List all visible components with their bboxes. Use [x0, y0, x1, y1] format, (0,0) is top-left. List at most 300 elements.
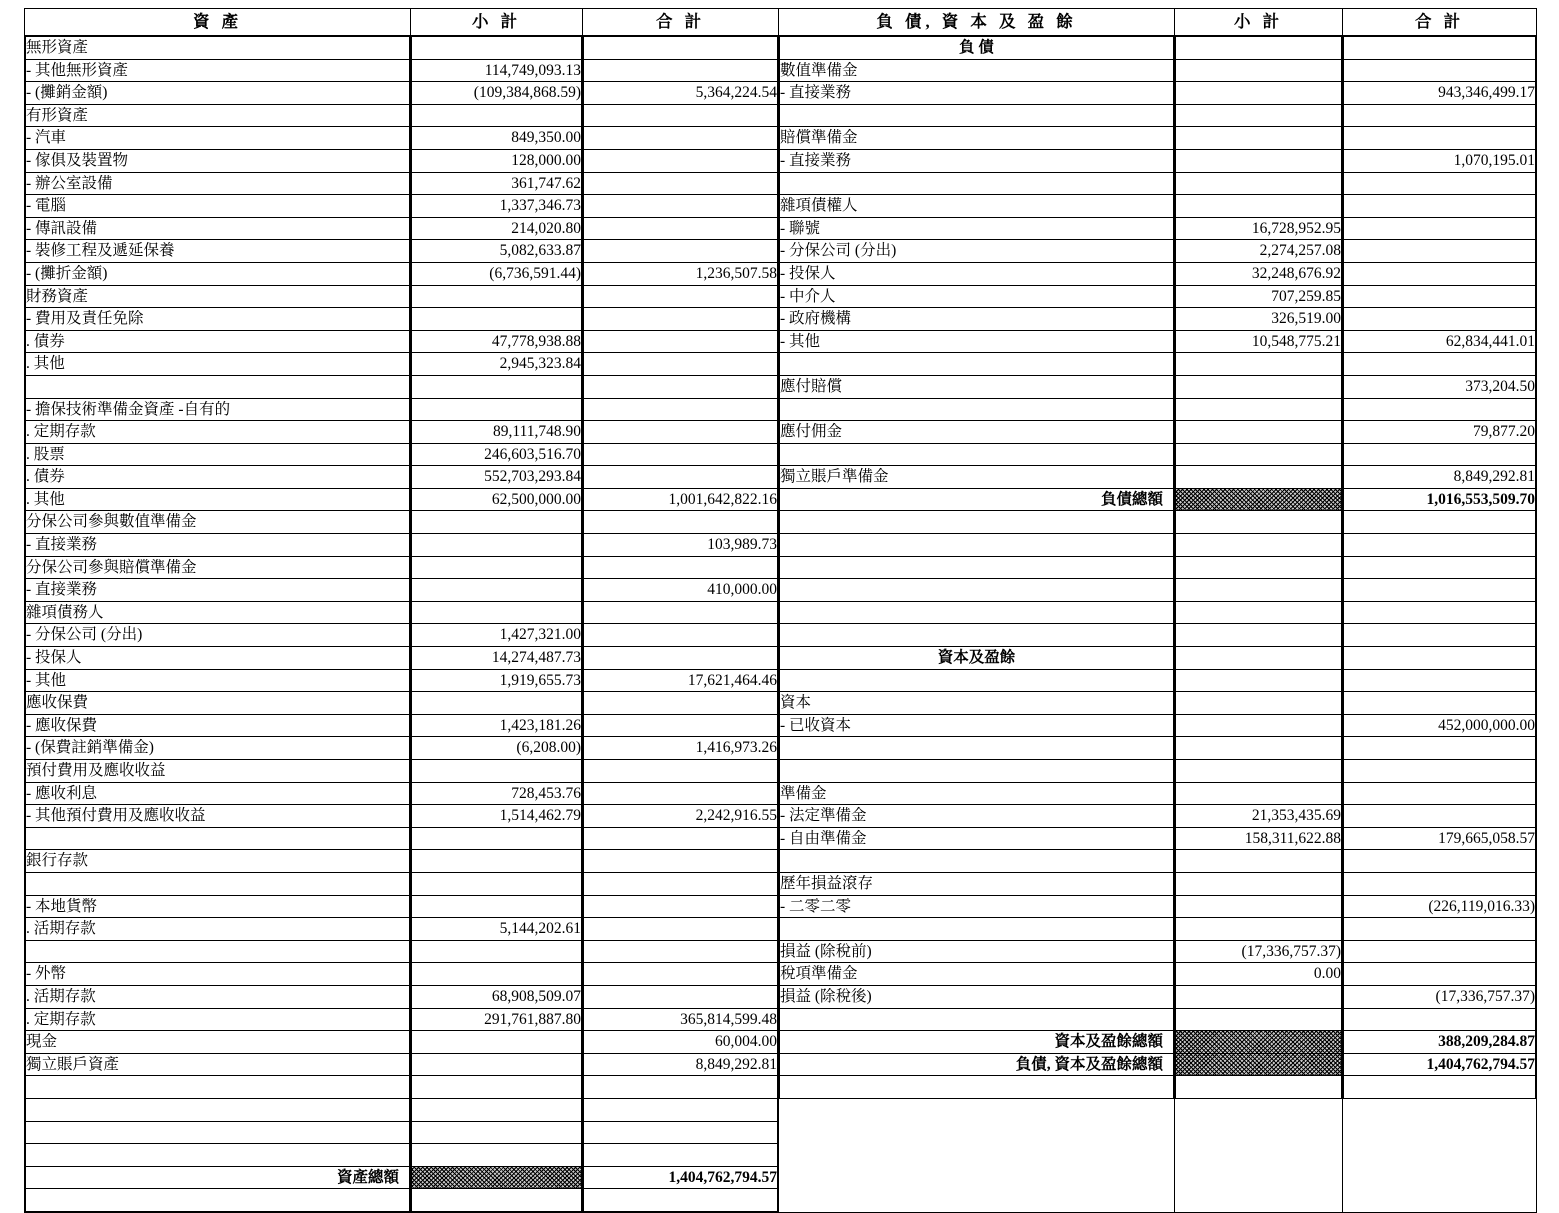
table-row	[26, 872, 410, 895]
table-row	[26, 895, 410, 918]
liability-row-subtotal	[1176, 172, 1342, 195]
liab-row-spacer	[1176, 534, 1342, 557]
asset-row-subtotal: 62,500,000.00	[412, 488, 582, 511]
asset-row-subtotal	[412, 827, 582, 850]
grand-total-value: 1,404,762,794.57	[1344, 1053, 1536, 1076]
equity-row-spacer	[1344, 1008, 1536, 1031]
table-row	[26, 669, 410, 692]
asset-row-subtotal: 361,747.62	[412, 172, 582, 195]
equity-row-subtotal	[1176, 714, 1342, 737]
table-row	[412, 466, 582, 489]
equity-row-spacer	[780, 1008, 1174, 1031]
table-row	[584, 466, 778, 489]
table-row	[412, 511, 582, 534]
asset-row-total	[584, 37, 778, 60]
asset-row-subtotal: 5,144,202.61	[412, 918, 582, 941]
table-row	[1176, 737, 1342, 760]
liabilities-label-column	[779, 36, 1175, 1213]
equity-row-total	[1344, 760, 1536, 783]
table-row	[412, 1008, 582, 1031]
liability-row-label: - 投保人	[780, 262, 1174, 285]
table-row	[584, 601, 778, 624]
asset-row-subtotal	[412, 579, 582, 602]
table-row	[584, 714, 778, 737]
asset-row-subtotal: 1,514,462.79	[412, 805, 582, 828]
table-row	[1176, 918, 1342, 941]
asset-row-label: - 辦公室設備	[26, 172, 410, 195]
asset-row-subtotal: (6,736,591.44)	[412, 262, 582, 285]
table-row	[412, 1031, 582, 1054]
table-row	[412, 195, 582, 218]
liability-row-label: - 分保公司 (分出)	[780, 240, 1174, 263]
asset-row-label: - 電腦	[26, 195, 410, 218]
equity-row-label: - 二零二零	[780, 895, 1174, 918]
equity-total-value: 388,209,284.87	[1344, 1031, 1536, 1054]
table-row	[1344, 805, 1536, 828]
table-row	[584, 579, 778, 602]
table-row	[780, 398, 1174, 421]
asset-row-subtotal	[412, 692, 582, 715]
asset-row-label: - 其他無形資產	[26, 59, 410, 82]
asset-row-label	[26, 940, 410, 963]
asset-row-subtotal	[412, 556, 582, 579]
equity-row-subtotal	[1176, 850, 1342, 873]
equity-row-spacer	[1344, 669, 1536, 692]
table-row	[412, 918, 582, 941]
equity-row-label	[780, 850, 1174, 873]
asset-row-total	[584, 285, 778, 308]
table-row	[412, 850, 582, 873]
table-row	[584, 647, 778, 670]
table-row	[412, 1053, 582, 1076]
assets-total-hatch-row	[412, 1166, 582, 1189]
liabilities-total-list	[1343, 36, 1536, 1099]
table-row	[1344, 37, 1536, 60]
asset-row-total: 5,364,224.54	[584, 82, 778, 105]
assets-total-row	[584, 1166, 778, 1189]
table-row	[584, 692, 778, 715]
table-row	[412, 760, 582, 783]
table-row	[780, 37, 1174, 60]
table-row	[1176, 82, 1342, 105]
table-row	[1344, 195, 1536, 218]
equity-row-label: 損益 (除稅後)	[780, 985, 1174, 1008]
liability-row-label: 應付賠償	[780, 375, 1174, 398]
table-row	[26, 647, 410, 670]
table-row	[584, 760, 778, 783]
table-row	[780, 421, 1174, 444]
table-row	[1176, 443, 1342, 466]
table-row	[26, 985, 410, 1008]
asset-row-subtotal: 14,274,487.73	[412, 647, 582, 670]
liab-row-spacer	[1344, 511, 1536, 534]
equity-total-row	[1344, 1031, 1536, 1054]
table-row	[584, 737, 778, 760]
table-row	[780, 895, 1174, 918]
equity-row-label	[780, 737, 1174, 760]
hatched-cell	[1176, 1053, 1342, 1076]
table-row	[1176, 963, 1342, 986]
table-row	[26, 601, 410, 624]
equity-row-total	[1344, 850, 1536, 873]
table-row	[1344, 511, 1536, 534]
asset-row-label: . 債券	[26, 330, 410, 353]
table-row	[26, 782, 410, 805]
liability-row-subtotal	[1176, 466, 1342, 489]
liabilities-subtotal-list	[1175, 36, 1342, 1099]
asset-row-label: - 汽車	[26, 127, 410, 150]
equity-row-total	[1344, 737, 1536, 760]
liability-row-label	[780, 172, 1174, 195]
asset-row-subtotal: 1,423,181.26	[412, 714, 582, 737]
liab-row-spacer	[780, 511, 1174, 534]
asset-row-total: 2,242,916.55	[584, 805, 778, 828]
asset-row-total	[584, 59, 778, 82]
asset-row-spacer	[26, 1098, 410, 1121]
liability-row-label: 獨立賬戶準備金	[780, 466, 1174, 489]
table-row	[584, 488, 778, 511]
asset-row-label: 雜項債務人	[26, 601, 410, 624]
table-row	[1176, 805, 1342, 828]
table-row	[780, 149, 1174, 172]
table-row	[26, 240, 410, 263]
table-row	[412, 398, 582, 421]
table-row	[412, 692, 582, 715]
asset-row-subtotal	[412, 534, 582, 557]
table-row	[412, 217, 582, 240]
liability-row-subtotal: 10,548,775.21	[1176, 330, 1342, 353]
table-row	[1344, 647, 1536, 670]
asset-row-subtotal: 2,945,323.84	[412, 353, 582, 376]
table-row	[584, 669, 778, 692]
table-row	[1176, 172, 1342, 195]
liab-row-spacer	[780, 556, 1174, 579]
table-row	[1344, 556, 1536, 579]
asset-row-label: - (保費註銷準備金)	[26, 737, 410, 760]
asset-row-label: - 其他	[26, 669, 410, 692]
equity-row-subtotal: 0.00	[1176, 963, 1342, 986]
table-row	[26, 59, 410, 82]
table-row	[1344, 918, 1536, 941]
table-row	[1344, 466, 1536, 489]
table-row	[1176, 760, 1342, 783]
header-subtotal-right: 小 計	[1175, 9, 1343, 36]
table-row	[26, 398, 410, 421]
equity-row-spacer	[1344, 647, 1536, 670]
asset-row-subtotal: 89,111,748.90	[412, 421, 582, 444]
liability-row-subtotal	[1176, 353, 1342, 376]
table-row	[780, 353, 1174, 376]
table-row	[1176, 624, 1342, 647]
table-row	[584, 330, 778, 353]
table-row	[412, 872, 582, 895]
table-row	[780, 579, 1174, 602]
table-row	[412, 488, 582, 511]
table-row	[26, 850, 410, 873]
table-row	[584, 285, 778, 308]
table-row	[1176, 104, 1342, 127]
asset-row-total	[584, 940, 778, 963]
table-row	[1344, 760, 1536, 783]
table-row	[780, 195, 1174, 218]
table-row	[412, 104, 582, 127]
table-row	[412, 714, 582, 737]
header-assets: 資 產	[25, 9, 411, 36]
table-row	[1176, 827, 1342, 850]
table-row	[1344, 850, 1536, 873]
table-row	[1344, 940, 1536, 963]
table-row	[780, 714, 1174, 737]
asset-row-total	[584, 624, 778, 647]
table-row	[412, 330, 582, 353]
asset-row-subtotal: 246,603,516.70	[412, 443, 582, 466]
table-row	[1344, 669, 1536, 692]
table-row	[780, 1076, 1174, 1099]
table-row	[412, 669, 582, 692]
table-row	[412, 963, 582, 986]
liab-row-spacer	[1344, 624, 1536, 647]
table-row	[412, 262, 582, 285]
asset-row-subtotal	[412, 872, 582, 895]
asset-row-label: . 定期存款	[26, 1008, 410, 1031]
table-row	[1344, 82, 1536, 105]
liability-row-total: 79,877.20	[1344, 421, 1536, 444]
asset-row-total	[584, 511, 778, 534]
table-row	[1344, 172, 1536, 195]
equity-row-subtotal: 21,353,435.69	[1176, 805, 1342, 828]
asset-row-subtotal	[412, 895, 582, 918]
table-row	[780, 624, 1174, 647]
table-row	[412, 601, 582, 624]
table-row	[412, 1098, 582, 1121]
table-row	[584, 217, 778, 240]
table-row	[584, 782, 778, 805]
asset-row-label: - 外幣	[26, 963, 410, 986]
table-row	[780, 375, 1174, 398]
table-row	[1176, 714, 1342, 737]
asset-row-subtotal: 128,000.00	[412, 149, 582, 172]
table-row	[1344, 443, 1536, 466]
table-row	[584, 240, 778, 263]
hatched-cell	[1176, 1031, 1342, 1054]
asset-row-subtotal: 114,749,093.13	[412, 59, 582, 82]
table-row	[780, 985, 1174, 1008]
liab-row-spacer	[1344, 556, 1536, 579]
table-row	[1344, 149, 1536, 172]
asset-row-subtotal: 1,919,655.73	[412, 669, 582, 692]
asset-row-label: - 應收保費	[26, 714, 410, 737]
table-row	[1176, 669, 1342, 692]
liability-row-subtotal	[1176, 421, 1342, 444]
liab-row-spacer	[1344, 579, 1536, 602]
table-row	[26, 918, 410, 941]
liab-row-spacer	[1176, 556, 1342, 579]
asset-row-subtotal: 1,337,346.73	[412, 195, 582, 218]
liability-row-total	[1344, 353, 1536, 376]
table-row	[26, 624, 410, 647]
table-row	[780, 782, 1174, 805]
equity-row-total	[1344, 805, 1536, 828]
asset-row-total: 103,989.73	[584, 534, 778, 557]
liability-row-label: 數值準備金	[780, 59, 1174, 82]
table-row	[412, 737, 582, 760]
asset-row-total	[584, 601, 778, 624]
asset-row-total	[584, 827, 778, 850]
asset-row-total	[584, 647, 778, 670]
liabilities-total-column	[1343, 36, 1537, 1213]
table-row	[584, 624, 778, 647]
liability-row-total: 8,849,292.81	[1344, 466, 1536, 489]
liability-row-label: 賠償準備金	[780, 127, 1174, 150]
liability-row-total	[1344, 285, 1536, 308]
table-row	[780, 1053, 1174, 1076]
asset-row-label: 分保公司參與數值準備金	[26, 511, 410, 534]
asset-row-total	[584, 398, 778, 421]
table-row	[1344, 827, 1536, 850]
table-row	[584, 940, 778, 963]
table-row	[1176, 330, 1342, 353]
table-row	[1176, 556, 1342, 579]
liability-row-subtotal: 32,248,676.92	[1176, 262, 1342, 285]
table-row	[1344, 308, 1536, 331]
table-row	[26, 1076, 410, 1099]
table-row	[780, 1031, 1174, 1054]
table-row	[1176, 398, 1342, 421]
table-row	[26, 1144, 410, 1167]
table-row	[412, 534, 582, 557]
table-row	[412, 375, 582, 398]
table-row	[1176, 353, 1342, 376]
table-row	[412, 624, 582, 647]
table-row	[26, 443, 410, 466]
table-row	[584, 375, 778, 398]
table-row	[1176, 308, 1342, 331]
table-row	[584, 872, 778, 895]
liability-row-total	[1344, 59, 1536, 82]
equity-row-total	[1344, 940, 1536, 963]
table-row	[412, 172, 582, 195]
asset-row-label: 分保公司參與賠償準備金	[26, 556, 410, 579]
asset-row-total	[584, 714, 778, 737]
table-row	[584, 963, 778, 986]
liability-row-total	[1344, 240, 1536, 263]
asset-row-subtotal	[412, 940, 582, 963]
table-header-row	[25, 9, 1537, 36]
asset-row-total	[584, 985, 778, 1008]
asset-row-spacer	[26, 1076, 410, 1099]
asset-row-total	[584, 240, 778, 263]
asset-row-subtotal	[412, 104, 582, 127]
asset-row-subtotal	[412, 1053, 582, 1076]
liability-row-label: 應付佣金	[780, 421, 1174, 444]
table-row	[1344, 1076, 1536, 1099]
asset-row-subtotal: 68,908,509.07	[412, 985, 582, 1008]
liability-row-label: - 直接業務	[780, 149, 1174, 172]
equity-row-total	[1344, 692, 1536, 715]
grand-total-label: 負債, 資本及盈餘總額	[780, 1053, 1174, 1076]
table-row	[26, 488, 410, 511]
liabilities-subtotal-column	[1175, 36, 1343, 1213]
asset-row-label: - 費用及責任免除	[26, 308, 410, 331]
asset-row-subtotal	[412, 760, 582, 783]
equity-row-total	[1344, 782, 1536, 805]
table-row	[1344, 398, 1536, 421]
table-row	[412, 37, 582, 60]
table-row	[1176, 782, 1342, 805]
table-row	[780, 872, 1174, 895]
table-row	[584, 511, 778, 534]
asset-row-label: . 其他	[26, 353, 410, 376]
asset-row-total	[584, 895, 778, 918]
table-row	[780, 601, 1174, 624]
assets-label-column	[25, 36, 411, 1213]
table-row	[26, 511, 410, 534]
table-row	[584, 1031, 778, 1054]
liability-row-subtotal: 707,259.85	[1176, 285, 1342, 308]
liability-row-label: - 中介人	[780, 285, 1174, 308]
table-row	[780, 692, 1174, 715]
table-row	[584, 172, 778, 195]
asset-row-label: 有形資產	[26, 104, 410, 127]
table-row	[26, 466, 410, 489]
assets-subtotal-column	[411, 36, 583, 1213]
table-row	[26, 330, 410, 353]
liab-row-spacer	[1176, 37, 1342, 60]
table-row	[1176, 985, 1342, 1008]
liability-row-total: 373,204.50	[1344, 375, 1536, 398]
equity-row-spacer	[780, 669, 1174, 692]
asset-row-label: 獨立賬戶資產	[26, 1053, 410, 1076]
liability-row-subtotal	[1176, 375, 1342, 398]
equity-row-label: 稅項準備金	[780, 963, 1174, 986]
asset-row-total	[584, 375, 778, 398]
liability-row-label: 雜項債權人	[780, 195, 1174, 218]
equity-row-total: 452,000,000.00	[1344, 714, 1536, 737]
asset-row-subtotal	[412, 308, 582, 331]
asset-row-label: - 直接業務	[26, 579, 410, 602]
table-row	[26, 149, 410, 172]
table-row	[412, 443, 582, 466]
asset-row-subtotal	[412, 375, 582, 398]
asset-row-label: - 分保公司 (分出)	[26, 624, 410, 647]
asset-row-label: 現金	[26, 1031, 410, 1054]
asset-row-subtotal: 552,703,293.84	[412, 466, 582, 489]
asset-row-label	[26, 375, 410, 398]
asset-row-label: - 傳訊設備	[26, 217, 410, 240]
asset-row-subtotal	[412, 1031, 582, 1054]
table-row	[1344, 534, 1536, 557]
table-row	[26, 217, 410, 240]
table-row	[780, 59, 1174, 82]
table-row	[584, 556, 778, 579]
table-row	[1344, 895, 1536, 918]
table-row	[26, 805, 410, 828]
equity-row-subtotal: (17,336,757.37)	[1176, 940, 1342, 963]
table-row	[26, 104, 410, 127]
table-row	[584, 421, 778, 444]
table-row	[1176, 1076, 1342, 1099]
table-row	[780, 511, 1174, 534]
asset-row-label: - 裝修工程及遞延保養	[26, 240, 410, 263]
equity-row-label: - 法定準備金	[780, 805, 1174, 828]
asset-row-spacer	[26, 1189, 410, 1212]
table-row	[26, 127, 410, 150]
table-row	[780, 330, 1174, 353]
liability-row-label	[780, 353, 1174, 376]
table-row	[26, 827, 410, 850]
asset-row-total: 17,621,464.46	[584, 669, 778, 692]
asset-row-total	[584, 782, 778, 805]
